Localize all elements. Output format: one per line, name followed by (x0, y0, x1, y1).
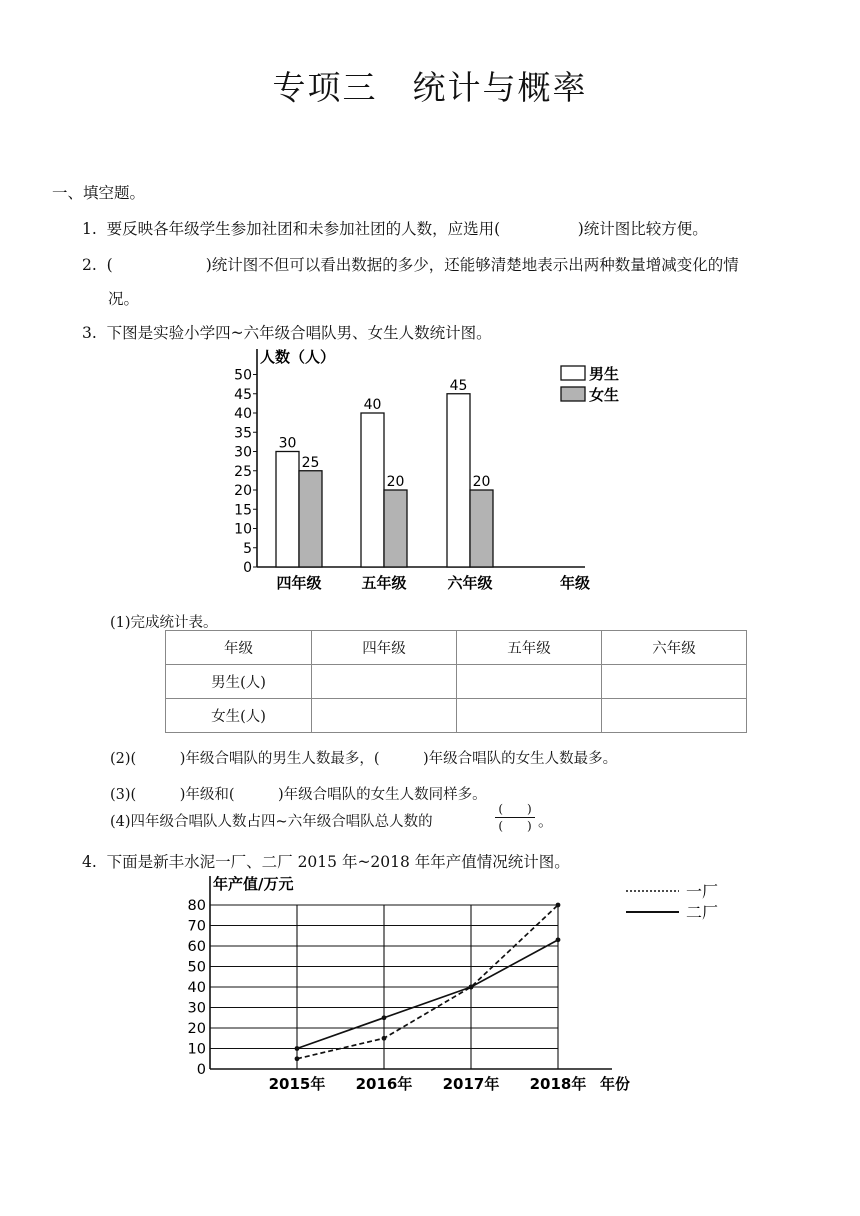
answer-cell[interactable] (602, 699, 747, 733)
table-header-cell: 六年级 (602, 631, 747, 665)
fraction-period: 。 (538, 812, 554, 830)
question-3-part-2: (2)( )年级合唱队的男生人数最多，( )年级合唱队的女生人数最多。 (110, 751, 618, 767)
question-2: 2. ( )统计图不但可以看出数据的多少，还能够清楚地表示出两种数量增减变化的情 (82, 256, 739, 274)
x-tick-label: 五年级 (361, 574, 407, 592)
x-tick-label: 2018年 (529, 1075, 587, 1093)
x-tick-label: 2016年 (355, 1075, 413, 1093)
stat-table (165, 630, 747, 733)
bar (276, 452, 299, 568)
table-header-row (166, 631, 747, 665)
x-axis-label: 年级 (559, 574, 591, 592)
fraction-denominator[interactable]: ( ) (498, 819, 532, 833)
answer-cell[interactable] (312, 665, 457, 699)
y-tick-label: 20 (187, 1021, 206, 1037)
answer-cell[interactable] (602, 665, 747, 699)
data-point (556, 903, 561, 908)
row-label-boys: 男生(人) (166, 665, 312, 699)
y-tick-label: 60 (187, 939, 206, 955)
data-point (295, 1046, 300, 1051)
data-point (295, 1056, 300, 1061)
y-tick-label: 0 (243, 560, 252, 576)
y-tick-label: 5 (243, 540, 252, 557)
legend-swatch (561, 387, 585, 401)
question-3-part-3: (3)( )年级和( )年级合唱队的女生人数同样多。 (110, 787, 487, 803)
y-tick-label: 30 (187, 1000, 206, 1017)
bar-chart (234, 348, 619, 592)
table-header-cell: 四年级 (312, 631, 457, 665)
y-tick-label: 50 (187, 959, 206, 976)
y-tick-label: 45 (234, 386, 252, 403)
fraction-blank[interactable] (495, 802, 535, 834)
bar-value-label: 45 (449, 377, 468, 394)
y-tick-label: 40 (234, 406, 252, 422)
data-point (382, 1015, 387, 1020)
data-point (556, 937, 561, 942)
y-tick-label: 80 (187, 898, 206, 914)
legend-label: 一厂 (686, 882, 719, 901)
series-line (297, 940, 558, 1049)
y-tick-label: 0 (196, 1062, 206, 1078)
series-line (297, 905, 558, 1059)
question-3-part-4: (4)四年级合唱队人数占四~六年级合唱队总人数的 (110, 814, 433, 830)
fraction-numerator[interactable]: ( ) (495, 802, 535, 818)
x-tick-label: 四年级 (276, 574, 322, 592)
question-3-part-1: (1)完成统计表。 (110, 615, 218, 631)
bar (361, 413, 384, 567)
page-title: 专项三 统计与概率 (272, 68, 588, 107)
y-tick-label: 70 (187, 918, 206, 935)
bar-value-label: 30 (278, 435, 297, 452)
legend-label: 男生 (589, 365, 620, 383)
line-chart (188, 875, 718, 1093)
table-header-cell: 年级 (166, 631, 312, 665)
bar-value-label: 25 (301, 454, 320, 471)
question-2-continued: 况。 (108, 290, 140, 308)
bar-value-label: 20 (472, 474, 491, 490)
table-row (166, 665, 747, 699)
y-tick-label: 40 (187, 980, 206, 996)
bar (470, 490, 493, 567)
x-tick-label: 2015年 (268, 1075, 326, 1093)
table-row (166, 699, 747, 733)
x-tick-label: 六年级 (447, 574, 493, 592)
answer-cell[interactable] (457, 699, 602, 733)
row-label-girls: 女生(人) (166, 699, 312, 733)
y-tick-label: 20 (234, 483, 252, 499)
x-axis-label: 年份 (599, 1075, 631, 1093)
y-axis-label: 年产值/万元 (213, 875, 294, 893)
bar-value-label: 40 (363, 397, 382, 413)
section-heading: 一、填空题。 (52, 184, 146, 202)
y-tick-label: 15 (234, 502, 252, 519)
bar (447, 394, 470, 567)
answer-cell[interactable] (457, 665, 602, 699)
y-axis-label: 人数（人） (260, 348, 336, 366)
question-4: 4. 下面是新丰水泥一厂、二厂 2015 年~2018 年年产值情况统计图。 (82, 853, 570, 871)
y-tick-label: 35 (234, 425, 252, 442)
x-tick-label: 2017年 (442, 1075, 500, 1093)
data-point (382, 1036, 387, 1041)
question-1: 1. 要反映各年级学生参加社团和未参加社团的人数，应选用( )统计图比较方便。 (82, 220, 708, 238)
bar (384, 490, 407, 567)
y-tick-label: 25 (234, 463, 252, 480)
y-tick-label: 10 (187, 1041, 206, 1058)
y-tick-label: 50 (234, 367, 252, 384)
y-tick-label: 30 (234, 444, 252, 461)
bar (299, 471, 322, 567)
legend-label: 女生 (589, 386, 620, 404)
answer-cell[interactable] (312, 699, 457, 733)
question-3: 3. 下图是实验小学四~六年级合唱队男、女生人数统计图。 (82, 324, 492, 342)
y-tick-label: 10 (234, 521, 252, 538)
legend-label: 二厂 (686, 903, 719, 922)
legend-swatch (561, 366, 585, 380)
table-header-cell: 五年级 (457, 631, 602, 665)
bar-value-label: 20 (386, 474, 405, 490)
data-point (469, 985, 474, 990)
